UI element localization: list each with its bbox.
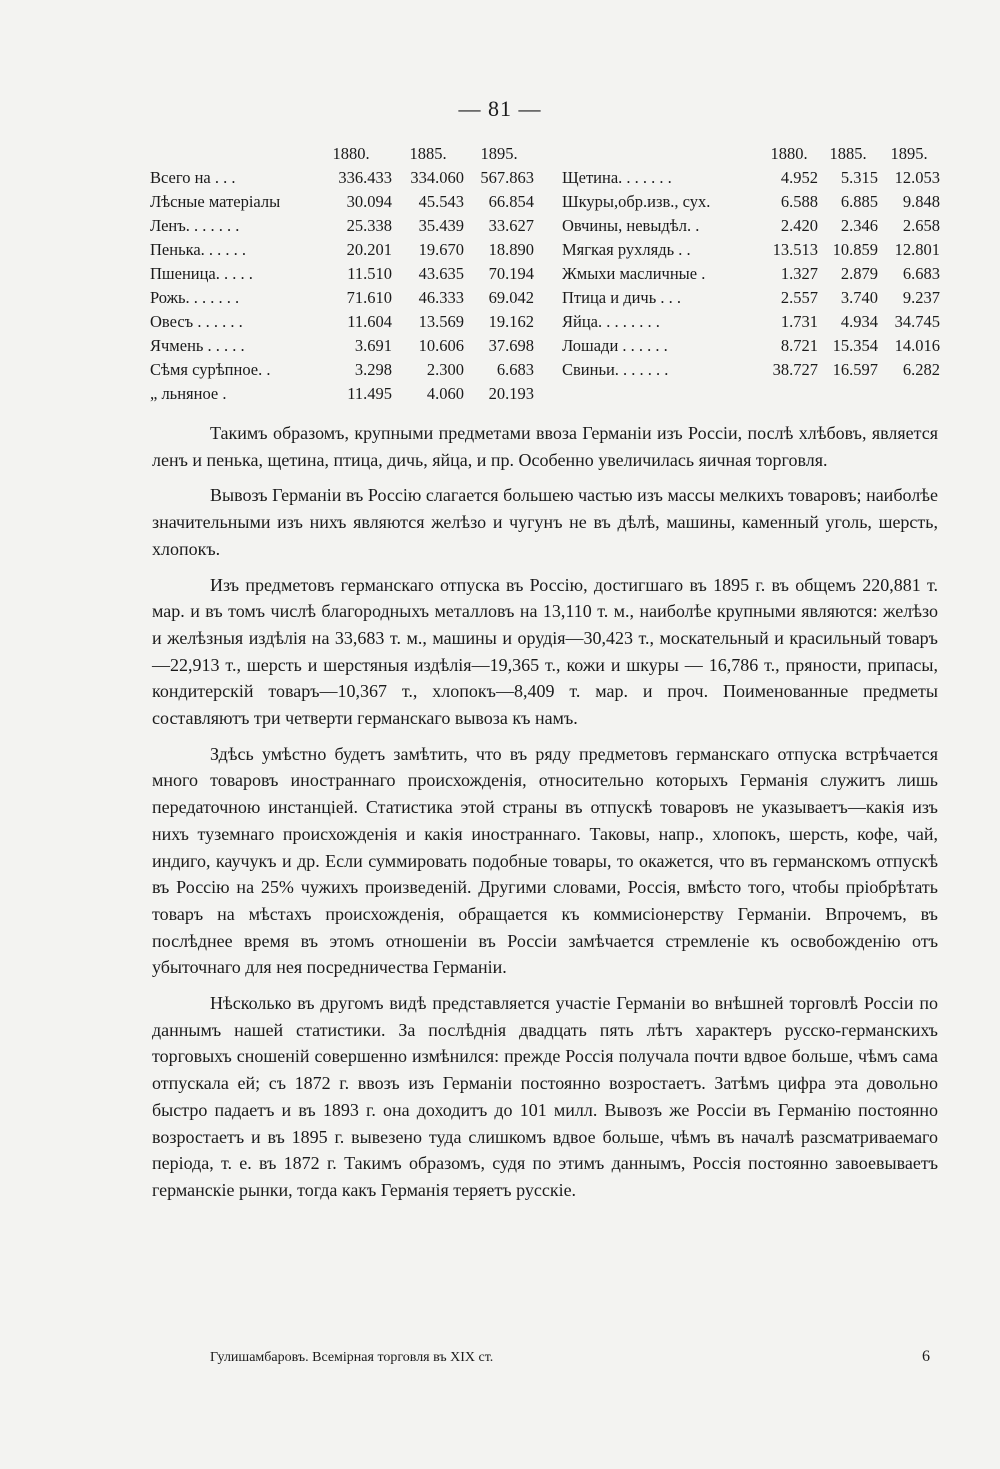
row-label: Свиньи. . . . . . . (562, 360, 669, 379)
row-value: 2.658 (902, 216, 940, 235)
row-value: 6.588 (780, 192, 818, 211)
row-value: 2.879 (840, 264, 878, 283)
row-value: 2.300 (426, 360, 464, 379)
row-value: 4.934 (840, 312, 878, 331)
footer (210, 1350, 930, 1366)
row-value: 4.952 (780, 168, 818, 187)
row-label: Яйца. . . . . . . . (562, 312, 660, 331)
table-row (150, 262, 542, 286)
row-label: Всего на . . . (150, 168, 236, 187)
table-row (562, 262, 942, 286)
row-label: Шкуры,обр.изв., сух. (562, 192, 711, 211)
table-row (150, 166, 542, 190)
row-value: 13.513 (772, 240, 818, 259)
row-value: 5.315 (840, 168, 878, 187)
row-value: 34.745 (894, 312, 940, 331)
year-header: 1880. (332, 144, 370, 163)
table-row (150, 310, 542, 334)
row-value: 3.740 (840, 288, 878, 307)
row-value: 66.854 (488, 192, 534, 211)
row-value: 70.194 (488, 264, 534, 283)
row-value: 18.890 (488, 240, 534, 259)
body-text (152, 420, 938, 1213)
row-label: Щетина. . . . . . . (562, 168, 672, 187)
row-label: Сѣмя сурѣпное. . (150, 360, 271, 379)
row-value: 11.604 (347, 312, 392, 331)
row-value: 43.635 (418, 264, 464, 283)
row-label: Рожь. . . . . . . (150, 288, 240, 307)
row-value: 30.094 (346, 192, 392, 211)
row-value: 567.863 (480, 168, 534, 187)
row-label: Пенька. . . . . . (150, 240, 247, 259)
row-value: 12.053 (894, 168, 940, 187)
table-row (562, 238, 942, 262)
row-value: 20.201 (346, 240, 392, 259)
row-label: Лѣсные матеріалы (150, 192, 281, 211)
row-value: 9.237 (902, 288, 940, 307)
footer-signature: Гулишамбаровъ. Всемірная торговля въ XIX ст. (210, 1350, 494, 1365)
row-value: 19.670 (418, 240, 464, 259)
row-value: 3.298 (354, 360, 392, 379)
row-value: 71.610 (346, 288, 392, 307)
sheet-number: 6 (922, 1348, 930, 1365)
row-value: 10.859 (832, 240, 878, 259)
table-row (562, 166, 942, 190)
row-value: 9.848 (902, 192, 940, 211)
row-value: 35.439 (418, 216, 464, 235)
row-value: 38.727 (772, 360, 818, 379)
year-header: 1885. (409, 144, 447, 163)
table-row (150, 238, 542, 262)
row-value: 6.683 (902, 264, 940, 283)
row-label: „ льняное . (150, 384, 227, 403)
row-value: 33.627 (488, 216, 534, 235)
row-label: Птица и дичь . . . (562, 288, 681, 307)
paragraph: Нѣсколько въ другомъ видѣ представляется участіе Германіи во внѣшней торговлѣ Россіи по даннымъ нашей статистики. За послѣднія двадцать пять лѣтъ характеръ русско-германскихъ торговыхъ сношеній совершенно измѣнился: прежде Россія получала почти вдвое больше, чѣмъ сама отпускала ей; съ 1872 г. ввозъ изъ Германіи постоянно возростаетъ. Затѣмъ цифра эта довольно быстро падаетъ и въ 1893 г. она доходитъ до 101 милл. Вывозъ же Россіи въ Германію постоянно возростаетъ и въ 1895 г. вывезено туда слишкомъ вдвое больше, чѣмъ въ началѣ разсматриваемаго періода, т. е. въ 1872 г. Такимъ образомъ, судя по этимъ даннымъ, Россія постоянно завоевываетъ германскіе рынки, тогда какъ Германія теряетъ русскіе. (152, 993, 938, 1200)
row-value: 336.433 (338, 168, 392, 187)
row-label: Лошади . . . . . . (562, 336, 668, 355)
row-label: Жмыхи масличные . (562, 264, 706, 283)
row-value: 25.338 (346, 216, 392, 235)
row-value: 6.282 (902, 360, 940, 379)
row-label: Мягкая рухлядь . . (562, 240, 691, 259)
row-value: 15.354 (832, 336, 878, 355)
row-label: Ленъ. . . . . . . (150, 216, 240, 235)
paragraph: Вывозъ Германіи въ Россію слагается большею частью изъ массы мелкихъ товаровъ; наиболѣе значительными изъ нихъ являются желѣзо и чугунъ не въ дѣлѣ, машины, каменный уголь, шерсть, хлопокъ. (152, 485, 938, 559)
row-label: Пшеница. . . . . (150, 264, 253, 283)
row-value: 14.016 (894, 336, 940, 355)
table-row (150, 190, 542, 214)
row-label: Ячмень . . . . . (150, 336, 245, 355)
row-value: 4.060 (426, 384, 464, 403)
row-value: 11.510 (347, 264, 392, 283)
row-value: 2.346 (840, 216, 878, 235)
year-header: 1895. (890, 144, 928, 163)
table-row (562, 214, 942, 238)
row-value: 16.597 (832, 360, 878, 379)
table-row (150, 334, 542, 358)
table-row (562, 358, 942, 382)
table-row (150, 358, 542, 382)
table-row (562, 190, 942, 214)
row-value: 1.731 (780, 312, 818, 331)
row-value: 6.885 (840, 192, 878, 211)
row-value: 11.495 (347, 384, 392, 403)
table-row (562, 286, 942, 310)
row-value: 13.569 (418, 312, 464, 331)
row-value: 37.698 (488, 336, 534, 355)
page-number: — 81 — (458, 96, 542, 121)
row-value: 69.042 (488, 288, 534, 307)
row-value: 19.162 (488, 312, 534, 331)
row-value: 3.691 (354, 336, 392, 355)
row-label: Овчины, невыдѣл. . (562, 216, 700, 235)
row-value: 2.420 (780, 216, 818, 235)
row-label: Овесъ . . . . . . (150, 312, 243, 331)
paragraph: Здѣсь умѣстно будетъ замѣтить, что въ ряду предметовъ германскаго отпуска встрѣчается много товаровъ иностраннаго происхожденія, относительно которыхъ Германія служитъ лишь передаточною инстанціей. Статистика этой страны въ отпускѣ товаровъ не указываетъ—какія изъ нихъ туземнаго происхожденія и какія иностраннаго. Таковы, напр., хлопокъ, шерсть, кофе, чай, индиго, каучукъ и др. Если суммировать подобные товары, то окажется, что въ германскомъ отпускѣ въ Россію на 25% чужихъ произведеній. Другими словами, Россія, вмѣсто того, чтобы пріобрѣтать товаръ на мѣстахъ происхожденія, обращается къ коммисіонерству Германіи. Впрочемъ, въ послѣднее время въ этомъ отношеніи въ Россіи замѣчается стремленіе къ освобожденію отъ убыточнаго для нея посредничества Германіи. (152, 743, 938, 978)
row-value: 1.327 (780, 264, 818, 283)
table-row (562, 310, 942, 334)
table-header-row (150, 142, 542, 166)
table-row (150, 286, 542, 310)
row-value: 8.721 (780, 336, 818, 355)
row-value: 334.060 (410, 168, 464, 187)
table-header-row (562, 142, 942, 166)
year-header: 1880. (770, 144, 808, 163)
paragraph: Изъ предметовъ германскаго отпуска въ Россію, достигшаго въ 1895 г. въ общемъ 220,881 т. мар. и въ томъ числѣ благородныхъ металловъ на 13,110 т. м., наиболѣе крупными являются: желѣзо и желѣзныя издѣлія на 33,683 т. м., машины и орудія—30,423 т., москательный и красильный товаръ—22,913 т., шерсть и шерстяныя издѣлія—19,365 т., кожи и шкуры — 16,786 т., пряности, припасы, кондитерскій товаръ—10,367 т., хлопокъ—8,409 т. мар. и проч. Поименованные предметы составляютъ три четверти германскаго вывоза къ намъ. (152, 574, 938, 729)
table-row (150, 382, 542, 406)
import-table-left (150, 142, 542, 406)
paragraph: Такимъ образомъ, крупными предметами ввоза Германіи изъ Россіи, послѣ хлѣбовъ, является ленъ и пенька, щетина, птица, дичь, яйца, и пр. Особенно увеличилась яичная торговля. (152, 423, 938, 470)
row-value: 12.801 (894, 240, 940, 259)
import-tables (150, 142, 942, 404)
row-value: 46.333 (418, 288, 464, 307)
row-value: 2.557 (780, 288, 818, 307)
year-header: 1885. (829, 144, 867, 163)
row-value: 45.543 (418, 192, 464, 211)
row-value: 10.606 (418, 336, 464, 355)
row-value: 20.193 (488, 384, 534, 403)
row-value: 6.683 (496, 360, 534, 379)
table-row (562, 334, 942, 358)
year-header: 1895. (480, 144, 518, 163)
import-table-right (562, 142, 942, 382)
table-row (150, 214, 542, 238)
